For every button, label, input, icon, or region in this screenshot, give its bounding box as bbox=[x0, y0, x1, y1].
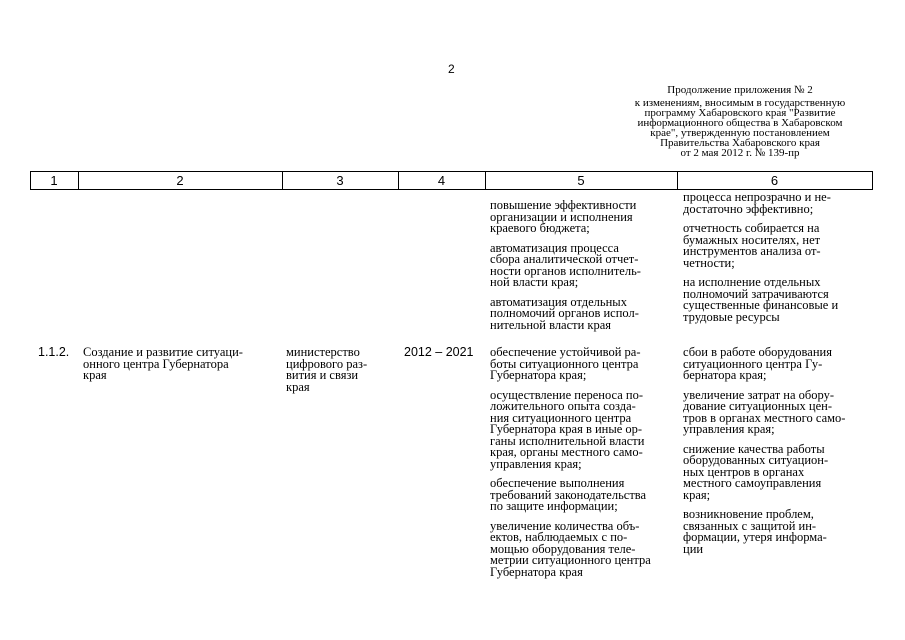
appendix-line: к изменениям, вносимым в государственную bbox=[634, 97, 846, 109]
text-item: процесса непрозрачно и не- достаточно эффективно; bbox=[683, 190, 831, 216]
text-item: обеспечение выполнения требований законодательства по защите информации; bbox=[490, 476, 647, 513]
text-item: автоматизация процесса сбора аналитической отчет- ности органов исполнитель- ной власти края; bbox=[490, 240, 641, 289]
text-item: на исполнение отдельных полномочий затрачиваются существенные финансовые и трудовые ресурсы bbox=[683, 275, 839, 324]
column-header-3: 3 bbox=[336, 173, 344, 188]
continued-cell-col6 bbox=[683, 192, 873, 323]
text-item: снижение качества работы оборудованных ситуацион- ных центров в органах местного самоуправления края; bbox=[683, 441, 829, 502]
row-number: 1.1.2. bbox=[38, 345, 70, 359]
row-cell-col5 bbox=[490, 347, 675, 578]
row-name: Создание и развитие ситуаци- онного центра Губернатора края bbox=[83, 345, 243, 382]
appendix-caption bbox=[605, 84, 875, 158]
row-period: 2012 – 2021 bbox=[404, 345, 474, 359]
column-header-6: 6 bbox=[770, 173, 779, 188]
text-item: отчетность собирается на бумажных носителях, нет инструментов анализа от- четности; bbox=[683, 221, 821, 270]
text-item: сбои в работе оборудования ситуационного центра Гу- бернатора края; bbox=[683, 345, 832, 382]
row-executor: министерство цифрового раз- вития и связи края bbox=[286, 345, 368, 394]
text-item: автоматизация отдельных полномочий органов испол- нительной власти края bbox=[490, 294, 639, 332]
continued-cell-col5 bbox=[490, 200, 675, 331]
table-border bbox=[872, 171, 873, 190]
column-header-1: 1 bbox=[50, 173, 58, 188]
text-item: осуществление переноса по- ложительного опыта созда- ния ситуационного центра Губернатора края в иные ор- ганы исполнительной власти края, органы местного само- управления края; bbox=[490, 387, 645, 471]
text-item: увеличение количества объ- ектов, наблюдаемых с по- мощью оборудования теле- метрии ситуационного центра Губернатора края bbox=[490, 518, 651, 579]
text-item: повышение эффективности организации и исполнения краевого бюджета; bbox=[490, 198, 637, 235]
column-header-5: 5 bbox=[577, 173, 585, 188]
table-header-row bbox=[30, 171, 873, 190]
appendix-line: программу Хабаровского края "Развитие bbox=[644, 107, 836, 119]
column-header-2: 2 bbox=[176, 173, 184, 188]
text-item: обеспечение устойчивой ра- боты ситуационного центра Губернатора края; bbox=[490, 345, 641, 382]
text-item: увеличение затрат на обору- дование ситуационных цен- тров в органах местного само- управления края; bbox=[683, 387, 846, 436]
appendix-line: Правительства Хабаровского края bbox=[660, 137, 820, 149]
text-item: возникновение проблем, связанных с защитой ин- формации, утеря информа- ции bbox=[683, 507, 827, 556]
page-number: 2 bbox=[448, 62, 455, 76]
appendix-line: информационного общества в Хабаровском bbox=[637, 117, 843, 129]
column-header-4: 4 bbox=[437, 173, 446, 188]
row-cell-col6 bbox=[683, 347, 873, 555]
appendix-title: Продолжение приложения № 2 bbox=[667, 84, 813, 96]
appendix-line: крае", утвержденную постановлением bbox=[650, 127, 830, 139]
appendix-line: от 2 мая 2012 г. № 139-пр bbox=[680, 147, 800, 159]
